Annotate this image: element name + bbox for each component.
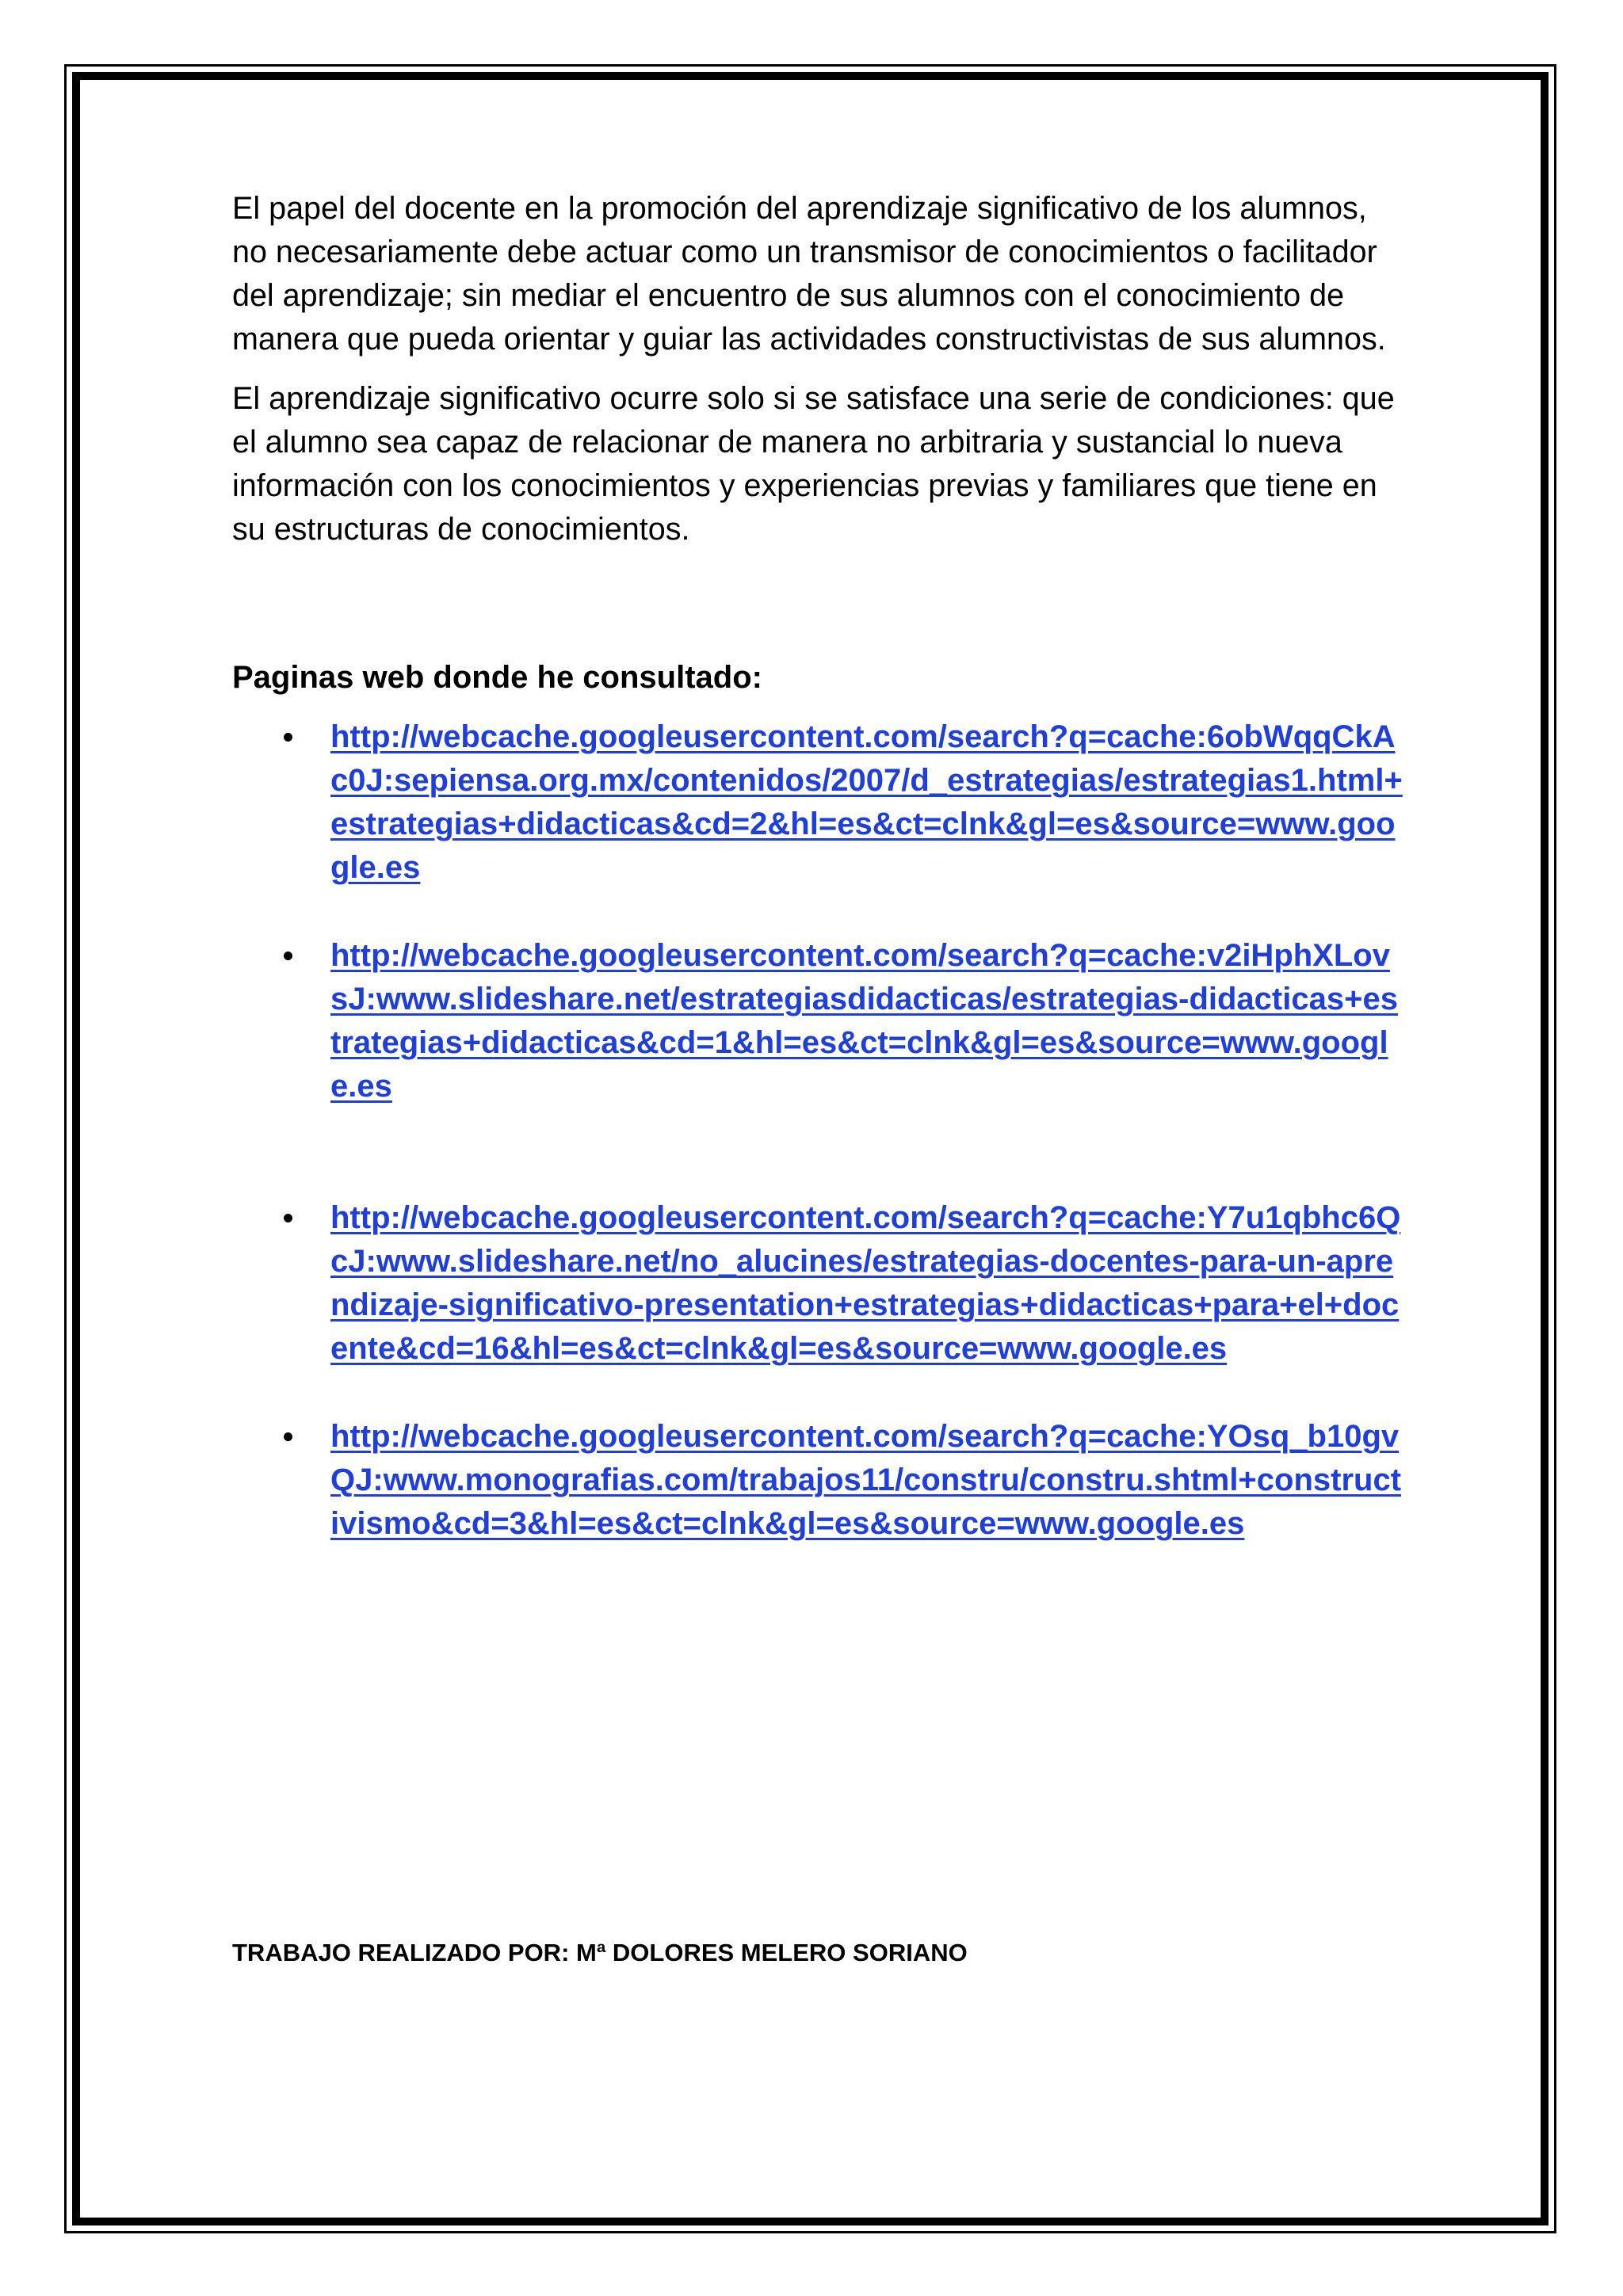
source-link-1[interactable]: http://webcache.googleusercontent.com/search?q=cache:6obWqqCkAc0J:sepiensa.org.mx/contenidos/2007/d_estrategias/estrategias1.html+estrategias+didacticas&cd=2&hl=es&ct=clnk&gl=es&source=www.google.es	[330, 719, 1403, 885]
list-item	[232, 934, 1405, 1108]
bullet-icon	[284, 1214, 292, 1222]
list-item	[232, 1196, 1405, 1371]
list-item	[232, 1415, 1405, 1546]
source-link-4[interactable]: http://webcache.googleusercontent.com/search?q=cache:YOsq_b10gvQJ:www.monografias.com/trabajos11/constru/constru.shtml+constructivismo&cd=3&hl=es&ct=clnk&gl=es&source=www.google.es	[330, 1419, 1402, 1541]
source-link-2[interactable]: http://webcache.googleusercontent.com/search?q=cache:v2iHphXLovsJ:www.slideshare.net/estrategiasdidacticas/estrategias-didacticas+estrategias+didacticas&cd=1&hl=es&ct=clnk&gl=es&source=www.google.es	[330, 938, 1398, 1104]
paragraph-meaningful-learning: El aprendizaje significativo ocurre solo si se satisface una serie de condiciones: que el alumno sea capaz de relacionar de manera no arbitraria y sustancial lo nueva información con los conocimientos y experiencias previas y familiares que tiene en su estructuras de conocimientos.	[232, 381, 1395, 547]
bullet-icon	[284, 952, 292, 960]
sources-list	[232, 715, 1405, 1546]
list-item	[232, 715, 1405, 890]
sources-heading: Paginas web donde he consultado:	[232, 660, 762, 695]
bullet-icon	[284, 1432, 292, 1441]
author-line: TRABAJO REALIZADO POR: Mª DOLORES MELERO SORIANO	[232, 1939, 968, 1966]
document-body	[232, 187, 1405, 1590]
paragraph-docente-role: El papel del docente en la promoción del aprendizaje significativo de los alumnos, no necesariamente debe actuar como un transmisor de conocimientos o facilitador del aprendizaje; sin mediar el encuentro de sus alumnos con el conocimiento de manera que pueda orientar y guiar las actividades constructivistas de sus alumnos.	[232, 191, 1386, 357]
source-link-3[interactable]: http://webcache.googleusercontent.com/search?q=cache:Y7u1qbhc6QcJ:www.slideshare.net/no_alucines/estrategias-docentes-para-un-aprendizaje-significativo-presentation+estrategias+didacticas+para+el+docente&cd=16&hl=es&ct=clnk&gl=es&source=www.google.es	[330, 1200, 1401, 1366]
bullet-icon	[284, 733, 292, 742]
